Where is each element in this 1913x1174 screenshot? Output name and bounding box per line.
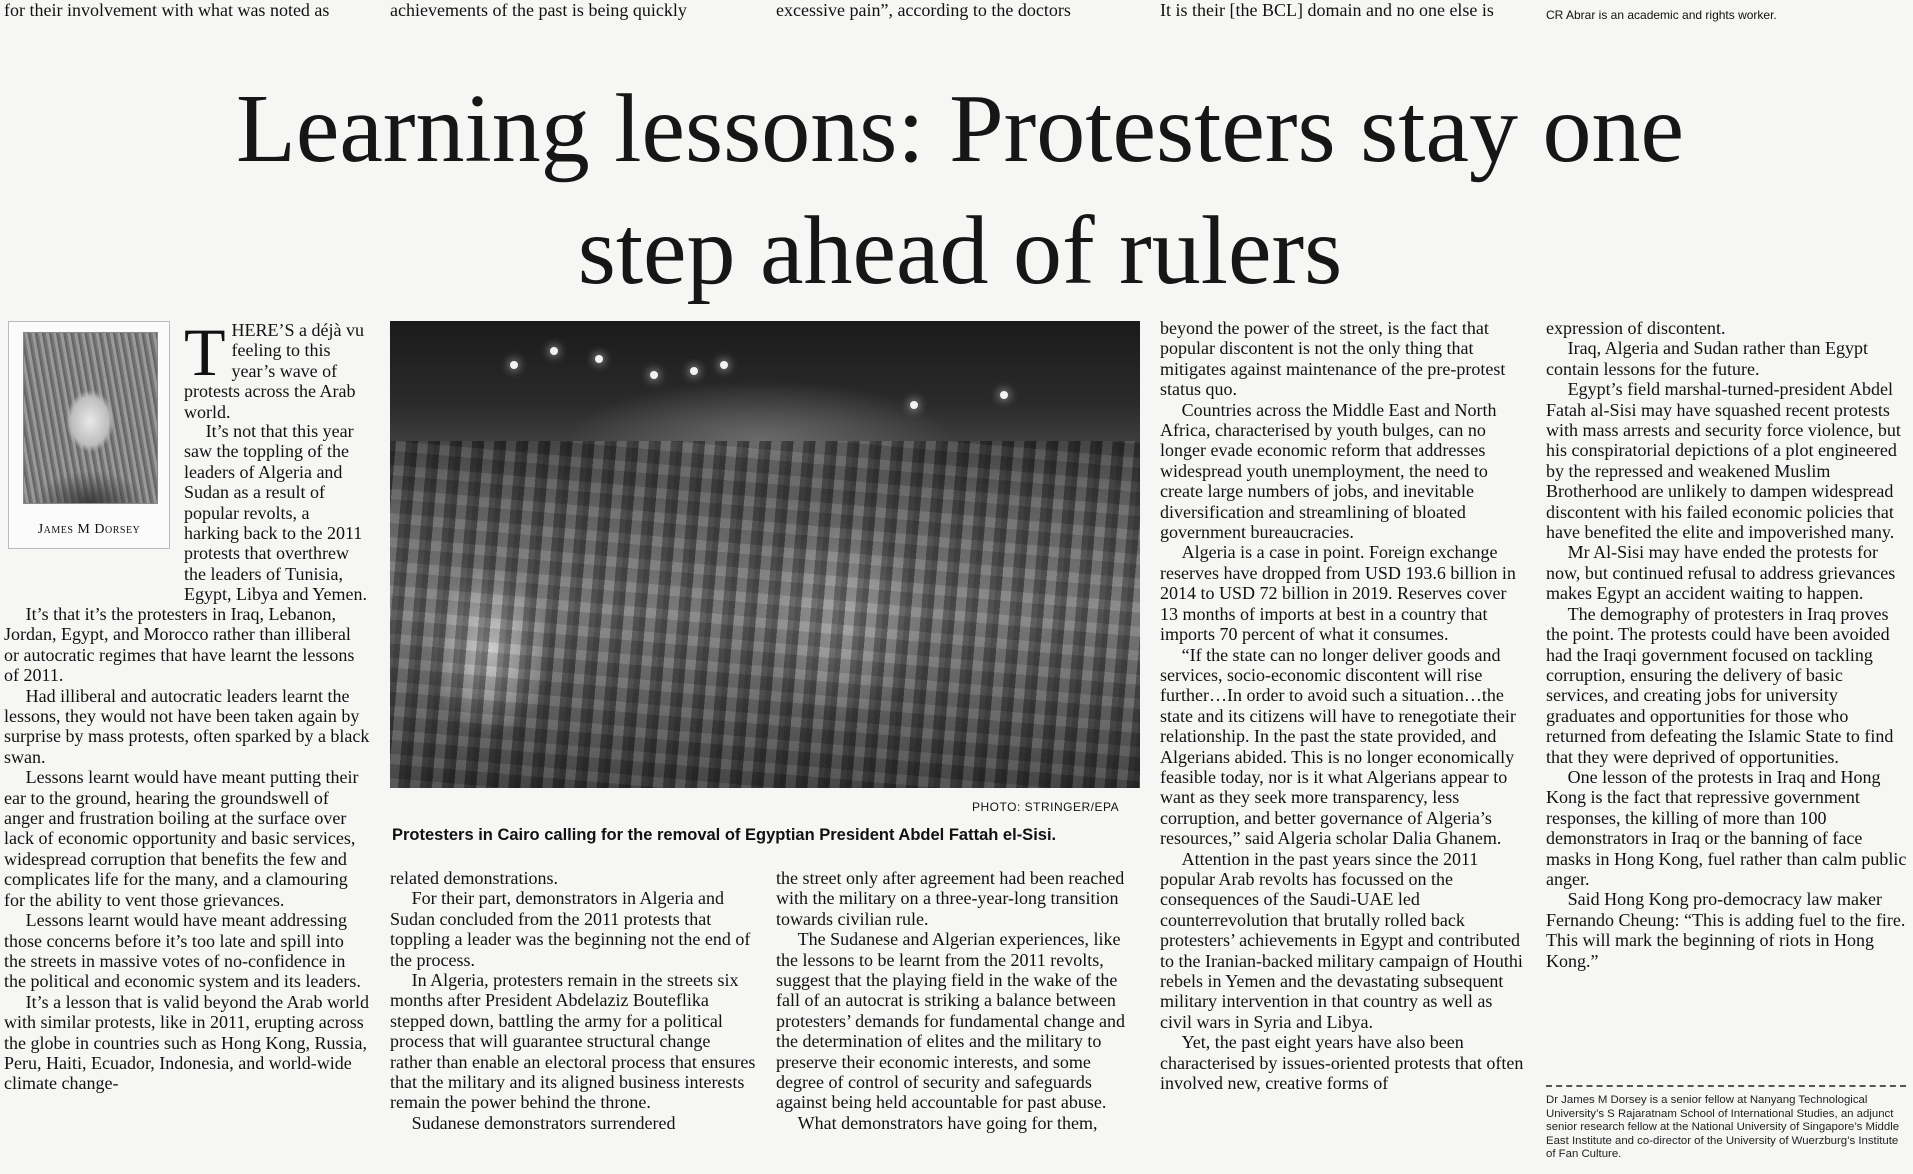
column-1-paragraph: Lessons learnt would have meant addressing those concerns before it’s too late and spill into the streets in massive votes of no-confidence in the political and economic system and its leaders. bbox=[4, 910, 361, 992]
column-5-paragraph: One lesson of the protests in Iraq and Hong Kong is the fact that repressive government responses, the killing of more than 100 demonstrators in Iraq or the banning of face masks in Hong Kong, fuel rather than calm public anger. bbox=[1546, 766, 1907, 889]
column-5-paragraph: Mr Al-Sisi may have ended the protests for now, but continued refusal to address grievances makes Egypt an accident waiting to happen. bbox=[1546, 542, 1896, 604]
column-5-paragraph: Iraq, Algeria and Sudan rather than Egypt contain lessons for the future. bbox=[1546, 338, 1868, 379]
column-4-paragraph: Yet, the past eight years have also been characterised by issues-oriented protests that often involved new, creative forms of bbox=[1160, 1032, 1524, 1094]
author-photo bbox=[23, 332, 158, 504]
author-name: James M Dorsey bbox=[37, 522, 141, 537]
bio-divider bbox=[1546, 1085, 1906, 1087]
column-1-paragraph: It’s a lesson that is valid beyond the Arab world with similar protests, like in 2011, erupting across the globe in countries such as Hong Kong, Russia, Peru, Haiti, Ecuador, Indonesia, and world-wide climate change- bbox=[4, 991, 370, 1094]
prev-article-line-4: It is their [the BCL] domain and no one else is bbox=[1160, 0, 1494, 20]
column-1-paragraph: Had illiberal and autocratic leaders learnt the lessons, they would not have been taken again by surprise by mass protests, often sparked by a black swan. bbox=[4, 685, 370, 767]
column-5-paragraph: The demography of protesters in Iraq proves the point. The protests could have been avoided had the Iraqi government focused on tackling corruption, ensuring the delivery of basic services, and creating jobs for university graduates and opportunities for those who returned from defeating the Islamic State to find that they were deprived of opportunities. bbox=[1546, 603, 1894, 767]
column-4-paragraph: “If the state can no longer deliver goods and services, socio-economic discontent will rise further…In order to avoid such a situation…the state and its citizens will have to renegotiate their relationship. In the past the state provided, and Algerians abided. This is no longer economically feasible today, nor is it what Algerians appear to want as they seek more transparency, less corruption, and better governance of Algeria’s resources,” said Algeria scholar Dalia Ghanem. bbox=[1160, 644, 1516, 849]
column-4-paragraph: Algeria is a case in point. Foreign exchange reserves have dropped from USD 193.6 billion in 2014 to USD 72 billion in 2019. Reserves cover 13 months of imports at best in a country that imports 70 percent of what it consumes. bbox=[1160, 542, 1516, 645]
prev-article-line-1: for their involvement with what was noted as bbox=[4, 0, 330, 20]
column-1-paragraph: Lessons learnt would have meant putting their ear to the ground, hearing the groundswell of anger and frustration boiling at the surface over lack of economic opportunity and basic services, widespread corruption that benefits the few and complicates life for the many, and a clamouring for the ability to vent those grievances. bbox=[4, 767, 359, 910]
column-2-paragraph: Sudanese demonstrators surrendered bbox=[411, 1112, 676, 1133]
column-3 bbox=[776, 868, 1142, 1133]
column-1-body bbox=[4, 604, 370, 1094]
column-5-paragraph: Egypt’s field marshal-turned-president Abdel Fatah al-Sisi may have squashed recent protests with mass arrests and security force violence, but his conspiratorial depictions of a plot engineered by the repressed and weakened Muslim Brotherhood are unlikely to dampen widespread discontent with his failed economic policies that have benefited the elite and impoverished many. bbox=[1546, 379, 1901, 543]
column-4-paragraph: Attention in the past years since the 2011 popular Arab revolts has focussed on the consequences of the Saudi-UAE led counterrevolution that brutally rolled back protesters’ achievements in Egypt and contributed to the Iranian-backed military campaign of Houthi rebels in Yemen and the devastating subsequent military intervention in that country as well as civil wars in Syria and Libya. bbox=[1160, 848, 1523, 1032]
column-5-paragraph: Said Hong Kong pro-democracy law maker Fernando Cheung: “This is adding fuel to the fire. This will mark the beginning of riots in Hong Kong.” bbox=[1546, 889, 1906, 971]
photo-caption: Protesters in Cairo calling for the removal of Egyptian President Abdel Fattah el-Sisi. bbox=[392, 826, 1057, 844]
photo-credit: PHOTO: STRINGER/EPA bbox=[972, 800, 1120, 814]
author-box bbox=[8, 321, 170, 549]
prev-article-bio: CR Abrar is an academic and rights worker. bbox=[1546, 8, 1777, 22]
column-3-paragraph: the street only after agreement had been reached with the military on a three-year-long transition towards civilian rule. bbox=[776, 868, 1125, 929]
column-3-paragraph: What demonstrators have going for them, bbox=[797, 1112, 1098, 1133]
column-1-p1-wrap bbox=[184, 421, 368, 605]
prev-article-line-2: achievements of the past is being quickly bbox=[390, 0, 687, 20]
author-bio: Dr James M Dorsey is a senior fellow at Nanyang Technological University’s S Rajaratnam School of International Studies, an adjunct senior research fellow at the National University of Singapore’s Middle East Institute and co-director of the University of Wuerzburg’s Institute of Fan Culture. bbox=[1546, 1094, 1900, 1161]
column-1-paragraph: It’s that it’s the protesters in Iraq, Lebanon, Jordan, Egypt, and Morocco rather than illiberal or autocratic regimes that have learnt the lessons of 2011. bbox=[4, 604, 355, 686]
column-3-paragraph: The Sudanese and Algerian experiences, like the lessons to be learnt from the 2011 revolts, suggest that the playing field in the wake of the fall of an autocrat is striking a balance between protesters’ demands for fundamental change and the determination of elites and the military to preserve their economic interests, and some degree of control of security and safeguards against being held accountable for past abuse. bbox=[776, 929, 1126, 1113]
column-1-paragraph: It’s not that this year saw the toppling of the leaders of Algeria and Sudan as a result of popular revolts, a harking back to the 2011 protests that overthrew the leaders of Tunisia, Egypt, Libya and Yemen. bbox=[184, 421, 367, 605]
column-2-paragraph: In Algeria, protesters remain in the streets six months after President Abdelaziz Bouteflika stepped down, battling the army for a political process that will guarantee structural change rather than enable an electoral process that ensures that the military and its aligned business interests remain the power behind the throne. bbox=[390, 970, 756, 1113]
lead-text: HERE’S a déjà vu feeling to this year’s wave of protests across the Arab world. bbox=[184, 320, 365, 422]
crowd-silhouettes bbox=[390, 441, 1140, 788]
column-2 bbox=[390, 868, 756, 1133]
column-4 bbox=[1160, 318, 1524, 1093]
column-2-paragraph: For their part, demonstrators in Algeria and Sudan concluded from the 2011 protests that toppling a leader was the beginning not the end of the process. bbox=[390, 888, 751, 970]
prev-article-line-3: excessive pain”, according to the doctors bbox=[776, 0, 1071, 20]
column-5 bbox=[1546, 318, 1908, 971]
drop-cap: T bbox=[184, 314, 226, 390]
column-2-paragraph: related demonstrations. bbox=[390, 868, 558, 888]
column-4-paragraph: beyond the power of the street, is the fact that popular discontent is not the only thing that mitigates against maintenance of the pre-protest status quo. bbox=[1160, 318, 1506, 400]
column-5-paragraph: expression of discontent. bbox=[1546, 318, 1726, 338]
lead-paragraph bbox=[184, 314, 368, 422]
article-headline: Learning lessons: Protesters stay one step ahead of rulers bbox=[236, 75, 1684, 305]
protest-photo bbox=[390, 321, 1140, 788]
column-1-top bbox=[184, 314, 368, 422]
column-4-paragraph: Countries across the Middle East and North Africa, characterised by youth bulges, can no longer evade economic reform that addresses widespread youth unemployment, the need to create large numbers of jobs, and inevitable diversification and streamlining of bloated government bureaucracies. bbox=[1160, 399, 1497, 543]
